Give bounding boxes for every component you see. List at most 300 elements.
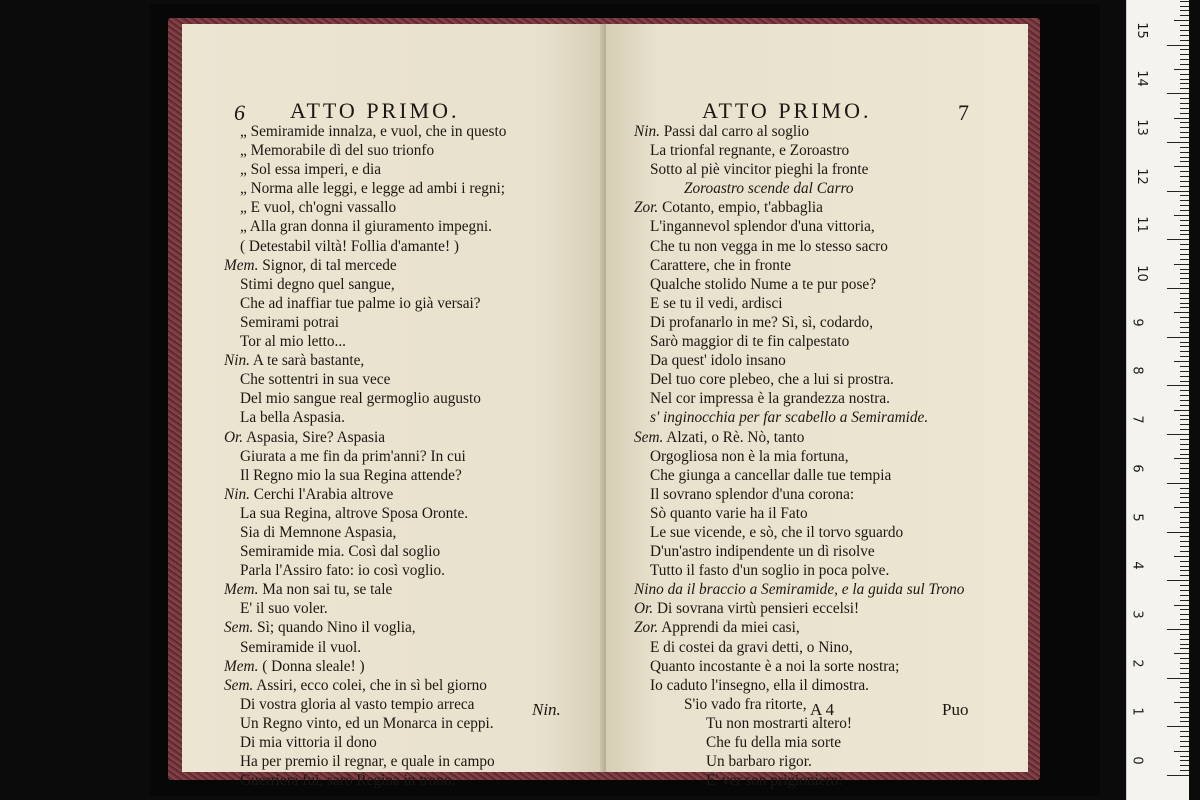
text-line bbox=[224, 160, 506, 179]
ruler-tick bbox=[1174, 20, 1189, 21]
ruler-tick bbox=[1180, 205, 1189, 206]
ruler-tick bbox=[1180, 376, 1189, 377]
text-line bbox=[224, 714, 506, 733]
line-text: S'io vado fra ritorte, bbox=[684, 695, 807, 713]
text-line bbox=[634, 466, 964, 485]
ruler-tick bbox=[1180, 600, 1189, 601]
ruler-tick bbox=[1180, 113, 1189, 114]
text-line bbox=[224, 389, 506, 408]
line-text: Quanto incostante è a noi la sorte nostra; bbox=[650, 657, 900, 675]
ruler-tick bbox=[1180, 171, 1189, 172]
text-line bbox=[224, 523, 506, 542]
ruler-tick bbox=[1180, 54, 1189, 55]
ruler-tick bbox=[1167, 629, 1189, 630]
catchword: Puo bbox=[942, 700, 969, 719]
line-text: Qualche stolido Nume a te pur pose? bbox=[650, 275, 876, 293]
ruler-tick bbox=[1180, 536, 1189, 537]
ruler-tick bbox=[1180, 590, 1189, 591]
ruler-tick bbox=[1174, 118, 1189, 119]
line-text: „ Semiramide innalza, e vuol, che in questo bbox=[240, 123, 507, 140]
text-line bbox=[224, 237, 506, 256]
text-line bbox=[634, 408, 964, 427]
ruler-tick bbox=[1174, 653, 1189, 654]
ruler-tick bbox=[1180, 317, 1189, 318]
text-line bbox=[224, 638, 506, 657]
line-text: Un barbaro rigor. bbox=[706, 753, 812, 771]
ruler-tick bbox=[1180, 176, 1189, 177]
speaker-label: Sem. bbox=[224, 619, 254, 637]
line-text: Semirami potrai bbox=[240, 313, 339, 331]
ruler-tick bbox=[1180, 186, 1189, 187]
ruler-tick bbox=[1167, 726, 1189, 727]
ruler-tick bbox=[1167, 337, 1189, 338]
ruler-tick bbox=[1180, 673, 1189, 674]
ruler-label: 4 bbox=[1129, 561, 1145, 570]
speaker-label: Mem. bbox=[224, 581, 259, 599]
ruler-tick bbox=[1180, 624, 1189, 625]
ruler-tick bbox=[1180, 439, 1189, 440]
ruler-tick bbox=[1180, 478, 1189, 479]
ruler-tick bbox=[1180, 351, 1189, 352]
ruler-tick bbox=[1180, 49, 1189, 50]
ruler-tick bbox=[1180, 541, 1189, 542]
line-text: D'un'astro indipendente un dì risolve bbox=[650, 543, 875, 561]
text-line bbox=[224, 504, 506, 523]
ruler-tick bbox=[1180, 522, 1189, 523]
ruler-tick bbox=[1180, 415, 1189, 416]
text-line bbox=[634, 351, 964, 370]
ruler-tick bbox=[1180, 225, 1189, 226]
ruler-tick bbox=[1180, 103, 1189, 104]
ruler-tick bbox=[1180, 10, 1189, 11]
line-text: Che tu non vegga in me lo stesso sacro bbox=[650, 237, 888, 255]
speaker-label: Mem. bbox=[224, 657, 259, 675]
line-text: Cotanto, empio, t'abbaglia bbox=[662, 199, 823, 217]
ruler-tick bbox=[1180, 502, 1189, 503]
ruler-tick bbox=[1180, 668, 1189, 669]
line-text: Del tuo core plebeo, che a lui si prostra. bbox=[650, 371, 894, 389]
text-line bbox=[224, 141, 506, 160]
ruler-tick bbox=[1180, 527, 1189, 528]
ruler-label: 0 bbox=[1129, 756, 1145, 765]
ruler-tick bbox=[1180, 493, 1189, 494]
text-line bbox=[634, 638, 964, 657]
ruler-tick bbox=[1174, 702, 1189, 703]
text-line bbox=[634, 179, 964, 198]
line-text: Stimi degno quel sangue, bbox=[240, 275, 395, 293]
text-line bbox=[634, 561, 964, 580]
speaker-label: Mem. bbox=[224, 256, 259, 274]
ruler-tick bbox=[1174, 751, 1189, 752]
line-text: Ma non sai tu, se tale bbox=[262, 581, 393, 599]
text-line bbox=[224, 447, 506, 466]
ruler-tick bbox=[1180, 561, 1189, 562]
ruler-tick bbox=[1180, 366, 1189, 367]
ruler-label: 11 bbox=[1133, 216, 1149, 234]
line-text: Cerchi l'Arabia altrove bbox=[253, 485, 394, 503]
line-text: E' ver son prigioniero: bbox=[706, 772, 843, 790]
text-line bbox=[224, 122, 506, 141]
ruler-tick bbox=[1180, 760, 1189, 761]
ruler-tick bbox=[1180, 59, 1189, 60]
ruler-tick bbox=[1180, 570, 1189, 571]
ruler-tick bbox=[1180, 546, 1189, 547]
ruler-tick bbox=[1180, 244, 1189, 245]
ruler-label: 7 bbox=[1129, 415, 1145, 424]
text-line bbox=[224, 217, 506, 236]
ruler-label: 12 bbox=[1133, 167, 1149, 185]
text-line bbox=[634, 580, 964, 599]
line-text: E di costei da gravi detti, o Nino, bbox=[650, 638, 853, 656]
text-block bbox=[634, 122, 964, 790]
text-line bbox=[634, 275, 964, 294]
ruler-tick bbox=[1180, 220, 1189, 221]
ruler-tick bbox=[1180, 332, 1189, 333]
ruler-tick bbox=[1180, 346, 1189, 347]
catchword: Nin. bbox=[532, 700, 561, 719]
ruler-tick bbox=[1180, 644, 1189, 645]
line-text: A te sarà bastante, bbox=[252, 352, 365, 370]
line-text: Un Regno vinto, ed un Monarca in ceppi. bbox=[240, 714, 494, 732]
text-line bbox=[634, 237, 964, 256]
ruler-tick bbox=[1180, 429, 1189, 430]
text-line bbox=[224, 733, 506, 752]
ruler-tick bbox=[1174, 69, 1189, 70]
text-line bbox=[634, 370, 964, 389]
ruler-tick bbox=[1180, 200, 1189, 201]
line-text: Di vostra gloria al vasto tempio arreca bbox=[240, 695, 475, 713]
line-text: „ Norma alle leggi, e legge ad ambi i regni; bbox=[240, 180, 506, 198]
ruler-tick bbox=[1167, 580, 1189, 581]
text-line bbox=[634, 771, 964, 790]
line-text: La trionfal regnante, e Zoroastro bbox=[650, 142, 850, 160]
line-text: Che fu della mia sorte bbox=[706, 734, 842, 751]
ruler-tick bbox=[1174, 264, 1189, 265]
ruler-tick bbox=[1174, 312, 1189, 313]
speaker-label: Or. bbox=[634, 600, 654, 618]
line-text: Guerriera fui, sarò Regina in trono. bbox=[240, 772, 456, 790]
ruler-tick bbox=[1180, 381, 1189, 382]
ruler-tick bbox=[1180, 181, 1189, 182]
ruler-tick bbox=[1180, 697, 1189, 698]
line-text: Che ad inaffiar tue palme io già versai? bbox=[240, 294, 481, 312]
speaker-label: Or. bbox=[224, 428, 244, 446]
line-text: Aspasia, Sire? Aspasia bbox=[246, 428, 386, 446]
line-text: „ Memorabile dì del suo trionfo bbox=[240, 142, 435, 160]
line-text: Di profanarlo in me? Sì, sì, codardo, bbox=[650, 313, 874, 331]
ruler-tick bbox=[1180, 356, 1189, 357]
text-line bbox=[224, 198, 506, 217]
ruler-tick bbox=[1180, 687, 1189, 688]
text-line bbox=[224, 294, 506, 313]
line-text: Nel cor impressa è la grandezza nostra. bbox=[650, 390, 890, 408]
text-line bbox=[224, 408, 506, 427]
ruler-tick bbox=[1174, 605, 1189, 606]
ruler-tick bbox=[1180, 122, 1189, 123]
text-line bbox=[634, 217, 964, 236]
ruler-tick bbox=[1180, 770, 1189, 771]
text-line bbox=[224, 313, 506, 332]
text-line bbox=[634, 599, 964, 618]
ruler-tick bbox=[1180, 327, 1189, 328]
ruler-tick bbox=[1180, 132, 1189, 133]
text-line bbox=[224, 599, 506, 618]
text-line bbox=[634, 141, 964, 160]
line-text: Sò quanto varie ha il Fato bbox=[650, 504, 808, 522]
line-text: Ha per premio il regnar, e quale in campo bbox=[240, 753, 495, 771]
text-line bbox=[224, 580, 506, 599]
ruler-tick bbox=[1180, 127, 1189, 128]
ruler-tick bbox=[1167, 288, 1189, 289]
text-line bbox=[224, 618, 506, 637]
ruler-tick bbox=[1180, 736, 1189, 737]
line-text: E' il suo voler. bbox=[240, 600, 328, 618]
speaker-label: Sem. bbox=[224, 676, 254, 694]
ruler-tick bbox=[1180, 83, 1189, 84]
text-line bbox=[634, 695, 964, 714]
line-text: ( Detestabil viltà! Follia d'amante! ) bbox=[240, 237, 459, 255]
text-line bbox=[224, 351, 506, 370]
text-line bbox=[224, 542, 506, 561]
ruler-label: 8 bbox=[1129, 366, 1145, 376]
running-header: ATTO PRIMO. bbox=[290, 98, 460, 123]
ruler-tick bbox=[1180, 88, 1189, 89]
line-text: Signor, di tal mercede bbox=[262, 256, 397, 274]
right-page bbox=[606, 24, 1028, 790]
line-text: Di sovrana virtù pensieri eccelsi! bbox=[656, 600, 860, 618]
line-text: La bella Aspasia. bbox=[240, 409, 345, 427]
ruler-tick bbox=[1167, 93, 1189, 94]
ruler-tick bbox=[1180, 639, 1189, 640]
line-text: Di mia vittoria il dono bbox=[240, 734, 377, 751]
ruler-tick bbox=[1180, 35, 1189, 36]
speaker-label: Nin. bbox=[224, 352, 250, 370]
ruler-tick bbox=[1180, 64, 1189, 65]
ruler-label: 15 bbox=[1133, 21, 1149, 39]
ruler-tick bbox=[1180, 575, 1189, 576]
ruler-tick bbox=[1167, 678, 1189, 679]
ruler-label: 10 bbox=[1133, 265, 1149, 282]
line-text: Tu non mostrarti altero! bbox=[706, 714, 853, 732]
text-line bbox=[224, 695, 506, 714]
ruler-tick bbox=[1180, 712, 1189, 713]
ruler-tick bbox=[1180, 717, 1189, 718]
line-text: Da quest' idolo insano bbox=[650, 352, 786, 370]
ruler-tick bbox=[1180, 259, 1189, 260]
measuring-ruler bbox=[1126, 0, 1189, 800]
ruler-tick bbox=[1167, 434, 1189, 435]
speaker-label: Nin. bbox=[634, 123, 660, 140]
ruler-label: 1 bbox=[1129, 707, 1145, 716]
ruler-tick bbox=[1180, 444, 1189, 445]
ruler-tick bbox=[1167, 385, 1189, 386]
line-text: Sarò maggior di te fin calpestato bbox=[650, 333, 850, 351]
text-line bbox=[224, 657, 506, 676]
text-line bbox=[224, 256, 506, 275]
line-text: Parla l'Assiro fato: io così voglio. bbox=[240, 562, 445, 580]
line-text: Sotto al piè vincitor pieghi la fronte bbox=[650, 161, 869, 179]
ruler-tick bbox=[1180, 322, 1189, 323]
ruler-tick bbox=[1180, 512, 1189, 513]
ruler-tick bbox=[1180, 721, 1189, 722]
ruler-label: 14 bbox=[1133, 70, 1149, 87]
line-text: Apprendi da miei casi, bbox=[661, 619, 800, 637]
ruler-tick bbox=[1167, 239, 1189, 240]
ruler-tick bbox=[1174, 410, 1189, 411]
ruler-tick bbox=[1180, 585, 1189, 586]
text-line bbox=[634, 428, 964, 447]
ruler-tick bbox=[1180, 648, 1189, 649]
line-text: Tor al mio letto... bbox=[240, 333, 346, 351]
ruler-tick bbox=[1174, 361, 1189, 362]
ruler-tick bbox=[1180, 79, 1189, 80]
line-text: Io caduto l'insegno, ella il dimostra. bbox=[650, 676, 869, 694]
text-line bbox=[634, 160, 964, 179]
ruler-tick bbox=[1180, 731, 1189, 732]
text-line bbox=[634, 332, 964, 351]
page-number: 6 bbox=[234, 100, 245, 125]
ruler-tick bbox=[1180, 98, 1189, 99]
ruler-tick bbox=[1180, 614, 1189, 615]
text-line bbox=[634, 389, 964, 408]
ruler-tick bbox=[1180, 741, 1189, 742]
text-block bbox=[224, 122, 506, 790]
ruler-tick bbox=[1180, 692, 1189, 693]
line-text: Tutto il fasto d'un soglio in poca polve. bbox=[650, 562, 890, 580]
text-line bbox=[634, 447, 964, 466]
ruler-tick bbox=[1180, 424, 1189, 425]
ruler-tick bbox=[1180, 419, 1189, 420]
ruler-tick bbox=[1180, 342, 1189, 343]
ruler-tick bbox=[1180, 307, 1189, 308]
ruler-tick bbox=[1180, 517, 1189, 518]
text-line bbox=[634, 676, 964, 695]
text-line bbox=[224, 466, 506, 485]
ruler-tick bbox=[1180, 25, 1189, 26]
ruler-tick bbox=[1180, 210, 1189, 211]
ruler-tick bbox=[1180, 405, 1189, 406]
line-text: Sia di Memnone Aspasia, bbox=[240, 523, 397, 541]
text-line bbox=[224, 676, 506, 695]
line-text: „ Alla gran donna il giuramento impegni. bbox=[240, 218, 492, 236]
text-line bbox=[634, 294, 964, 313]
speaker-label: Zor. bbox=[634, 619, 659, 637]
ruler-tick bbox=[1167, 775, 1189, 776]
ruler-tick bbox=[1180, 249, 1189, 250]
ruler-tick bbox=[1180, 682, 1189, 683]
text-line bbox=[634, 733, 964, 752]
ruler-tick bbox=[1180, 161, 1189, 162]
line-text: Assiri, ecco colei, che in sì bel giorno bbox=[256, 676, 487, 694]
ruler-tick bbox=[1180, 619, 1189, 620]
text-line bbox=[634, 256, 964, 275]
line-text: Alzati, o Rè. Nò, tanto bbox=[666, 428, 805, 446]
ruler-tick bbox=[1167, 142, 1189, 143]
ruler-label: 13 bbox=[1133, 119, 1149, 136]
ruler-tick bbox=[1180, 663, 1189, 664]
ruler-tick bbox=[1180, 454, 1189, 455]
ruler-tick bbox=[1180, 137, 1189, 138]
line-text: Il sovrano splendor d'una corona: bbox=[650, 485, 855, 503]
line-text: Le sue vicende, e sò, che il torvo sguardo bbox=[650, 523, 904, 541]
text-line bbox=[634, 752, 964, 771]
ruler-tick bbox=[1180, 566, 1189, 567]
ruler-tick bbox=[1180, 658, 1189, 659]
text-line bbox=[634, 523, 964, 542]
text-line bbox=[634, 122, 964, 141]
ruler-tick bbox=[1180, 746, 1189, 747]
ruler-tick bbox=[1180, 488, 1189, 489]
ruler-tick bbox=[1174, 556, 1189, 557]
ruler-tick bbox=[1180, 1, 1189, 2]
ruler-tick bbox=[1180, 74, 1189, 75]
ruler-tick bbox=[1180, 463, 1189, 464]
ruler-tick bbox=[1180, 195, 1189, 196]
ruler-tick bbox=[1167, 45, 1189, 46]
text-line bbox=[224, 275, 506, 294]
line-text: Il Regno mio la sua Regina attende? bbox=[240, 466, 462, 484]
left-page bbox=[182, 24, 604, 790]
line-text: La sua Regina, altrove Sposa Oronte. bbox=[240, 504, 469, 522]
text-line bbox=[634, 714, 964, 733]
line-text: „ E vuol, ch'ogni vassallo bbox=[240, 199, 397, 217]
speaker-label: Zor. bbox=[634, 199, 659, 217]
ruler-tick bbox=[1174, 215, 1189, 216]
ruler-tick bbox=[1180, 400, 1189, 401]
ruler-tick bbox=[1180, 609, 1189, 610]
line-text: Giurata a me fin da prim'anni? In cui bbox=[240, 447, 466, 465]
speaker-label: Nin. bbox=[224, 485, 250, 503]
ruler-tick bbox=[1180, 230, 1189, 231]
text-line bbox=[634, 542, 964, 561]
line-text: Sì; quando Nino il voglia, bbox=[257, 619, 416, 637]
line-text: Carattere, che in fronte bbox=[650, 256, 791, 274]
ruler-tick bbox=[1180, 395, 1189, 396]
text-line bbox=[224, 561, 506, 580]
text-line bbox=[634, 618, 964, 637]
ruler-tick bbox=[1180, 269, 1189, 270]
text-line bbox=[224, 771, 506, 790]
ruler-tick bbox=[1180, 468, 1189, 469]
line-text: ( Donna sleale! ) bbox=[262, 657, 365, 675]
ruler-tick bbox=[1180, 40, 1189, 41]
ruler-label: 2 bbox=[1129, 658, 1145, 668]
ruler-tick bbox=[1180, 298, 1189, 299]
speaker-label: Sem. bbox=[634, 428, 664, 446]
running-header: ATTO PRIMO. bbox=[702, 98, 872, 123]
ruler-tick bbox=[1180, 293, 1189, 294]
text-line bbox=[634, 485, 964, 504]
ruler-tick bbox=[1180, 254, 1189, 255]
text-line bbox=[224, 370, 506, 389]
ruler-tick bbox=[1180, 473, 1189, 474]
text-line bbox=[224, 428, 506, 447]
text-line bbox=[224, 332, 506, 351]
ruler-tick bbox=[1180, 551, 1189, 552]
ruler-tick bbox=[1180, 283, 1189, 284]
signature-mark: A 4 bbox=[810, 700, 835, 719]
line-text: Nino da il braccio a Semiramide, e la guida sul Trono bbox=[634, 581, 965, 599]
line-text: Del mio sangue real germoglio augusto bbox=[240, 390, 481, 408]
line-text: Che giunga a cancellar dalle tue tempia bbox=[650, 466, 892, 484]
ruler-tick bbox=[1180, 497, 1189, 498]
ruler-tick bbox=[1180, 707, 1189, 708]
ruler-label: 9 bbox=[1129, 318, 1145, 327]
ruler-tick bbox=[1180, 278, 1189, 279]
line-text: Che sottentri in sua vece bbox=[240, 371, 391, 389]
ruler-label: 6 bbox=[1129, 464, 1145, 473]
ruler-tick bbox=[1180, 152, 1189, 153]
